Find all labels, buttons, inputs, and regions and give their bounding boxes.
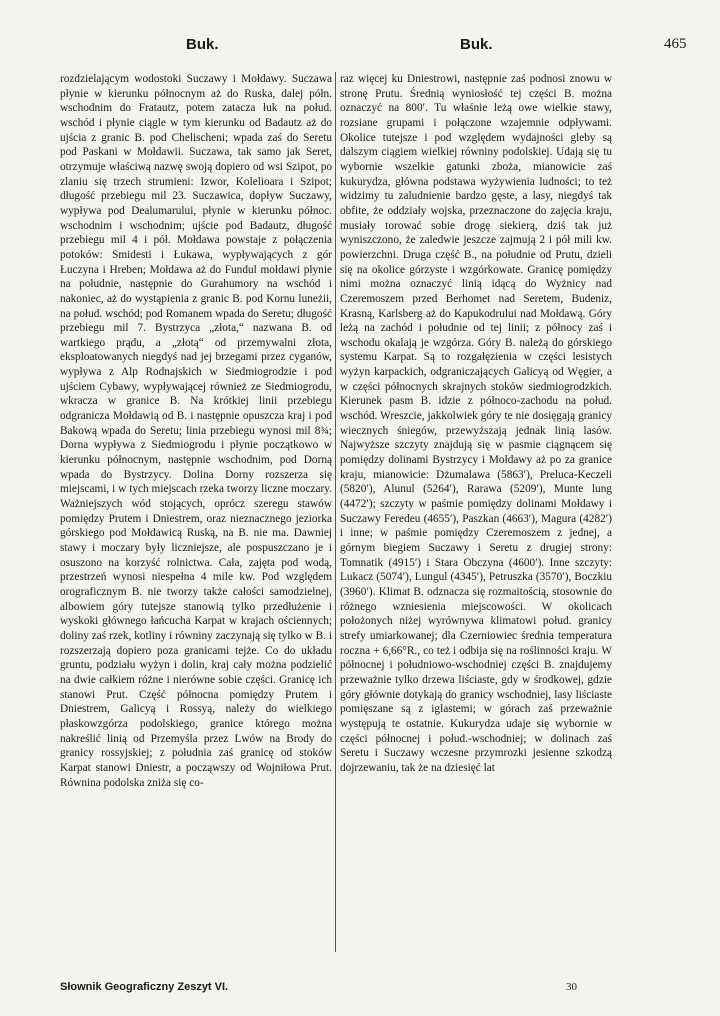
footer-publication-title: Słownik Geograficzny Zeszyt VI. [60,981,229,993]
column-right-text: raz więcej ku Dniestrowi, następnie zaś podnosi znowu w stronę Prutu. Średnią wyniosłość tej części B. można oznaczyć na 800′. Tu właśnie leżą owe wielkie stawy, rozsiane grupami i połączone wzajemnie odpływami. Okolice tutejsze i pod względem wydajności gleby są dalszym ciągiem wielkiej równiny podolskiej. Udają się tu wybornie wszelkie gatunki zboża, mianowicie zaś kukurydza, główna podstawa wyżywienia ludności; to też widzimy tu zaludnienie bardzo gęste, a lasy, niegdyś tak obfite, że oddziały wojska, przeznaczone do zajęcia kraju, musiały torować sobie drogę siekierą, dziś tak już wyniszczono, że zaledwie jeszcze zajmują 2 i pół mili kw. powierzchni. Druga część B., na południe od Prutu, dzieli się na okolice górzyste i wzgórkowate. Granicę pomiędzy nimi można oznaczyć linią idącą do Wyżnicy nad Czeremoszem przed Berhomet nad Seretem, Budeniz, Krasną, Karlsberg aż do Kapukodrului nad Mołdawą. Góry leżą na zachód i południe od tej linii; z północy zaś i wschodu okalają je wzgórza. Góry B. należą do górskiego systemu Karpat. Są to rozgałęzienia w części lesistych wyżyn karpackich, odgraniczających Galicyą od Węgier, a w części północnych skrajnych stoków siedmiogrodzkich. Kierunek pasm B. idzie z północo-zachodu na połud. wschód. Wreszcie, jakkolwiek góry te nie dosięgają granicy wiecznych śniegów, przewyższają jednak linią lasów. Najwyższe szczyty znajdują się w pasmie ciągnącem się pomiędzy dolinami Bystrzycy i Mołdawy aż po za granice kraju, mianowicie: Dżumalawa (5863′), Preluca-Keczeli (5820′), Alunul (5264′), Rarawa (5209′), Munte lung (4472′); szczyty w paśmie pomiędzy dolinami Mołdawy i Suczawy Feredeu (4655′), Paszkan (4663′), Magura (4282′) i inne; w paśmie pomiędzy Czeremoszem z jednej, a górnym biegiem Suczawy i Seretu z drugiej strony: Tomnatik (4915′) i Stara Obczyna (4600′). Inne szczyty: Lukacz (5074′), Lungul (4345′), Petruszka (3570′), Boczkiu (3960′). Klimat B. odznacza się rozmaitością, stosownie do różnego wzniesienia miejscowości. W okolicach położonych niżej wyrównywa klimatowi połud. granicy strefy umiarkowanej; dla Czerniowiec średnia temperatura roczna + 6,66°R., co też i odbija się na roślinności kraju. W północnej i południowo-wschodniej części B. znajdujemy przeważnie tylko drzewa liściaste, gdy w środkowej, gdzie góry głównie dotykają do granicy wschodniej, lasy liściaste pomięszane są z iglastemi; w górach zaś przeważnie występują te ostatnie. Kukurydza udaje się wybornie w części północnej i połud.-wschodniej; w dolinach zaś Seretu i Suczawy wczesne przymrozki jesienne szkodzą dojrzewaniu, tak że na dziesięć lat [340,73,612,774]
footer-signature-number: 30 [566,981,577,993]
page-number: 465 [664,36,687,52]
text-column-left [60,72,332,962]
column-divider [335,72,336,952]
running-head-center: Buk. [460,36,493,53]
column-left-text: rozdzielającym wodostoki Suczawy i Mołdawy. Suczawa płynie w kierunku północnym aż do Ruska, dalej półn. wschodnim do Fratautz, potem zatacza łuk na połud. wschód i płynie ciągle w tym kierunku od Badautz aż do ujścia z granic B. pod Chelischeni; wpada zaś do Seretu pod Paskani w Mołdawii. Suczawa, tak samo jak Seret, otrzymuje właściwą nazwę swoją dopiero od wsi Szipot, po zlaniu się trzech strumieni: Izwor, Koleliоara i Szipot; długość przebiegu mil 23. Suczawica, dopływ Suczawy, wypływa pod Dealumarului, płynie w kierunku północ. wschodnim i wschodnim; ujście pod Badautz, długość przebiegu mil 4 i pół. Mołdawa powstaje z połączenia potoków: Smidesti i Łukawa, wypływających z gór Łuczyna i Hreben; Mołdawa aż do Fundul mołdawi płynie na południe, następnie do Gurahumory na wschód i nakoniec, aż do wystąpienia z granic B. pod Kornu luneżii, na połud. wschód; pod Romanem wpada do Seretu; długość przebiegu mil 7. Bystrzyca „złota,“ nazwana B. od wartkiego prądu, a „złotą“ od przemywalni złota, eksploatowanych niegdyś nad jej brzegami przez cyganów, wypływa z Alp Rodnajskich w Siedmiogrodzie i pod ujściem Cybawy, wypływającej również ze Siedmiogrodu, wkracza w granice B. Na krótkiej linii przebiegu odgranicza Mołdawią od B. i następnie opuszcza kraj i pod Bakową wpada do Seretu; linia przebiegu wynosi mil 8¾; Dorna wypływa z Siedmiogrodu i płynie początkowo w kierunku północnym, następnie wschodnim, pod Dorną wpada do Bystrzycy. Dolina Dorny rozszerza się miejscami, i w tych miejscach rzeka tworzy liczne moczary. Ważniejszych wód stojących, oprócz szeregu stawów pomiędzy Prutem i Dniestrem, oraz nieznacznego jeziorka górskiego pod Mołdawicą Ruską, na B. nie ma. Dawniej stawy i moczary były liczniejsze, ale pospuszczano je i osuszono na korzyść rolnictwa. Cała, zajęta pod wodą, przestrzeń wynosi niespełna 4 mile kw. Pod względem orograficznym B. nie tworzy także całości samodzielnej, albowiem góry tutejsze stanowią tylko przedłużenie i wyskoki głównego łańcucha Karpat w krajach ościennych; doliny zaś rzek, kotliny i równiny zaczynają się tylko w B. i rozszerzają dopiero poza granicami tejże. Co do układu gruntu, podziału wyżyn i dolin, kraj cały można podzielić na dwie całkiem różne i nierówne sobie części. Granicę ich stanowi Prut. Część północna pomiędzy Prutem i Dniestrem, Galicyą i Rossyą, należy do wielkiego płaskowzgórza podolskiego, granice którego można nakreślić linią od Przemyśla przez Lwów na Brody do granicy rossyjskiej; z południa zaś granicę od stoków Karpat stanowi Dniestr, a począwszy od Wojniłowa Prut. Równina podolska zniża się co- [60,73,332,789]
running-head-left: Buk. [186,36,219,53]
text-column-right [340,72,612,962]
